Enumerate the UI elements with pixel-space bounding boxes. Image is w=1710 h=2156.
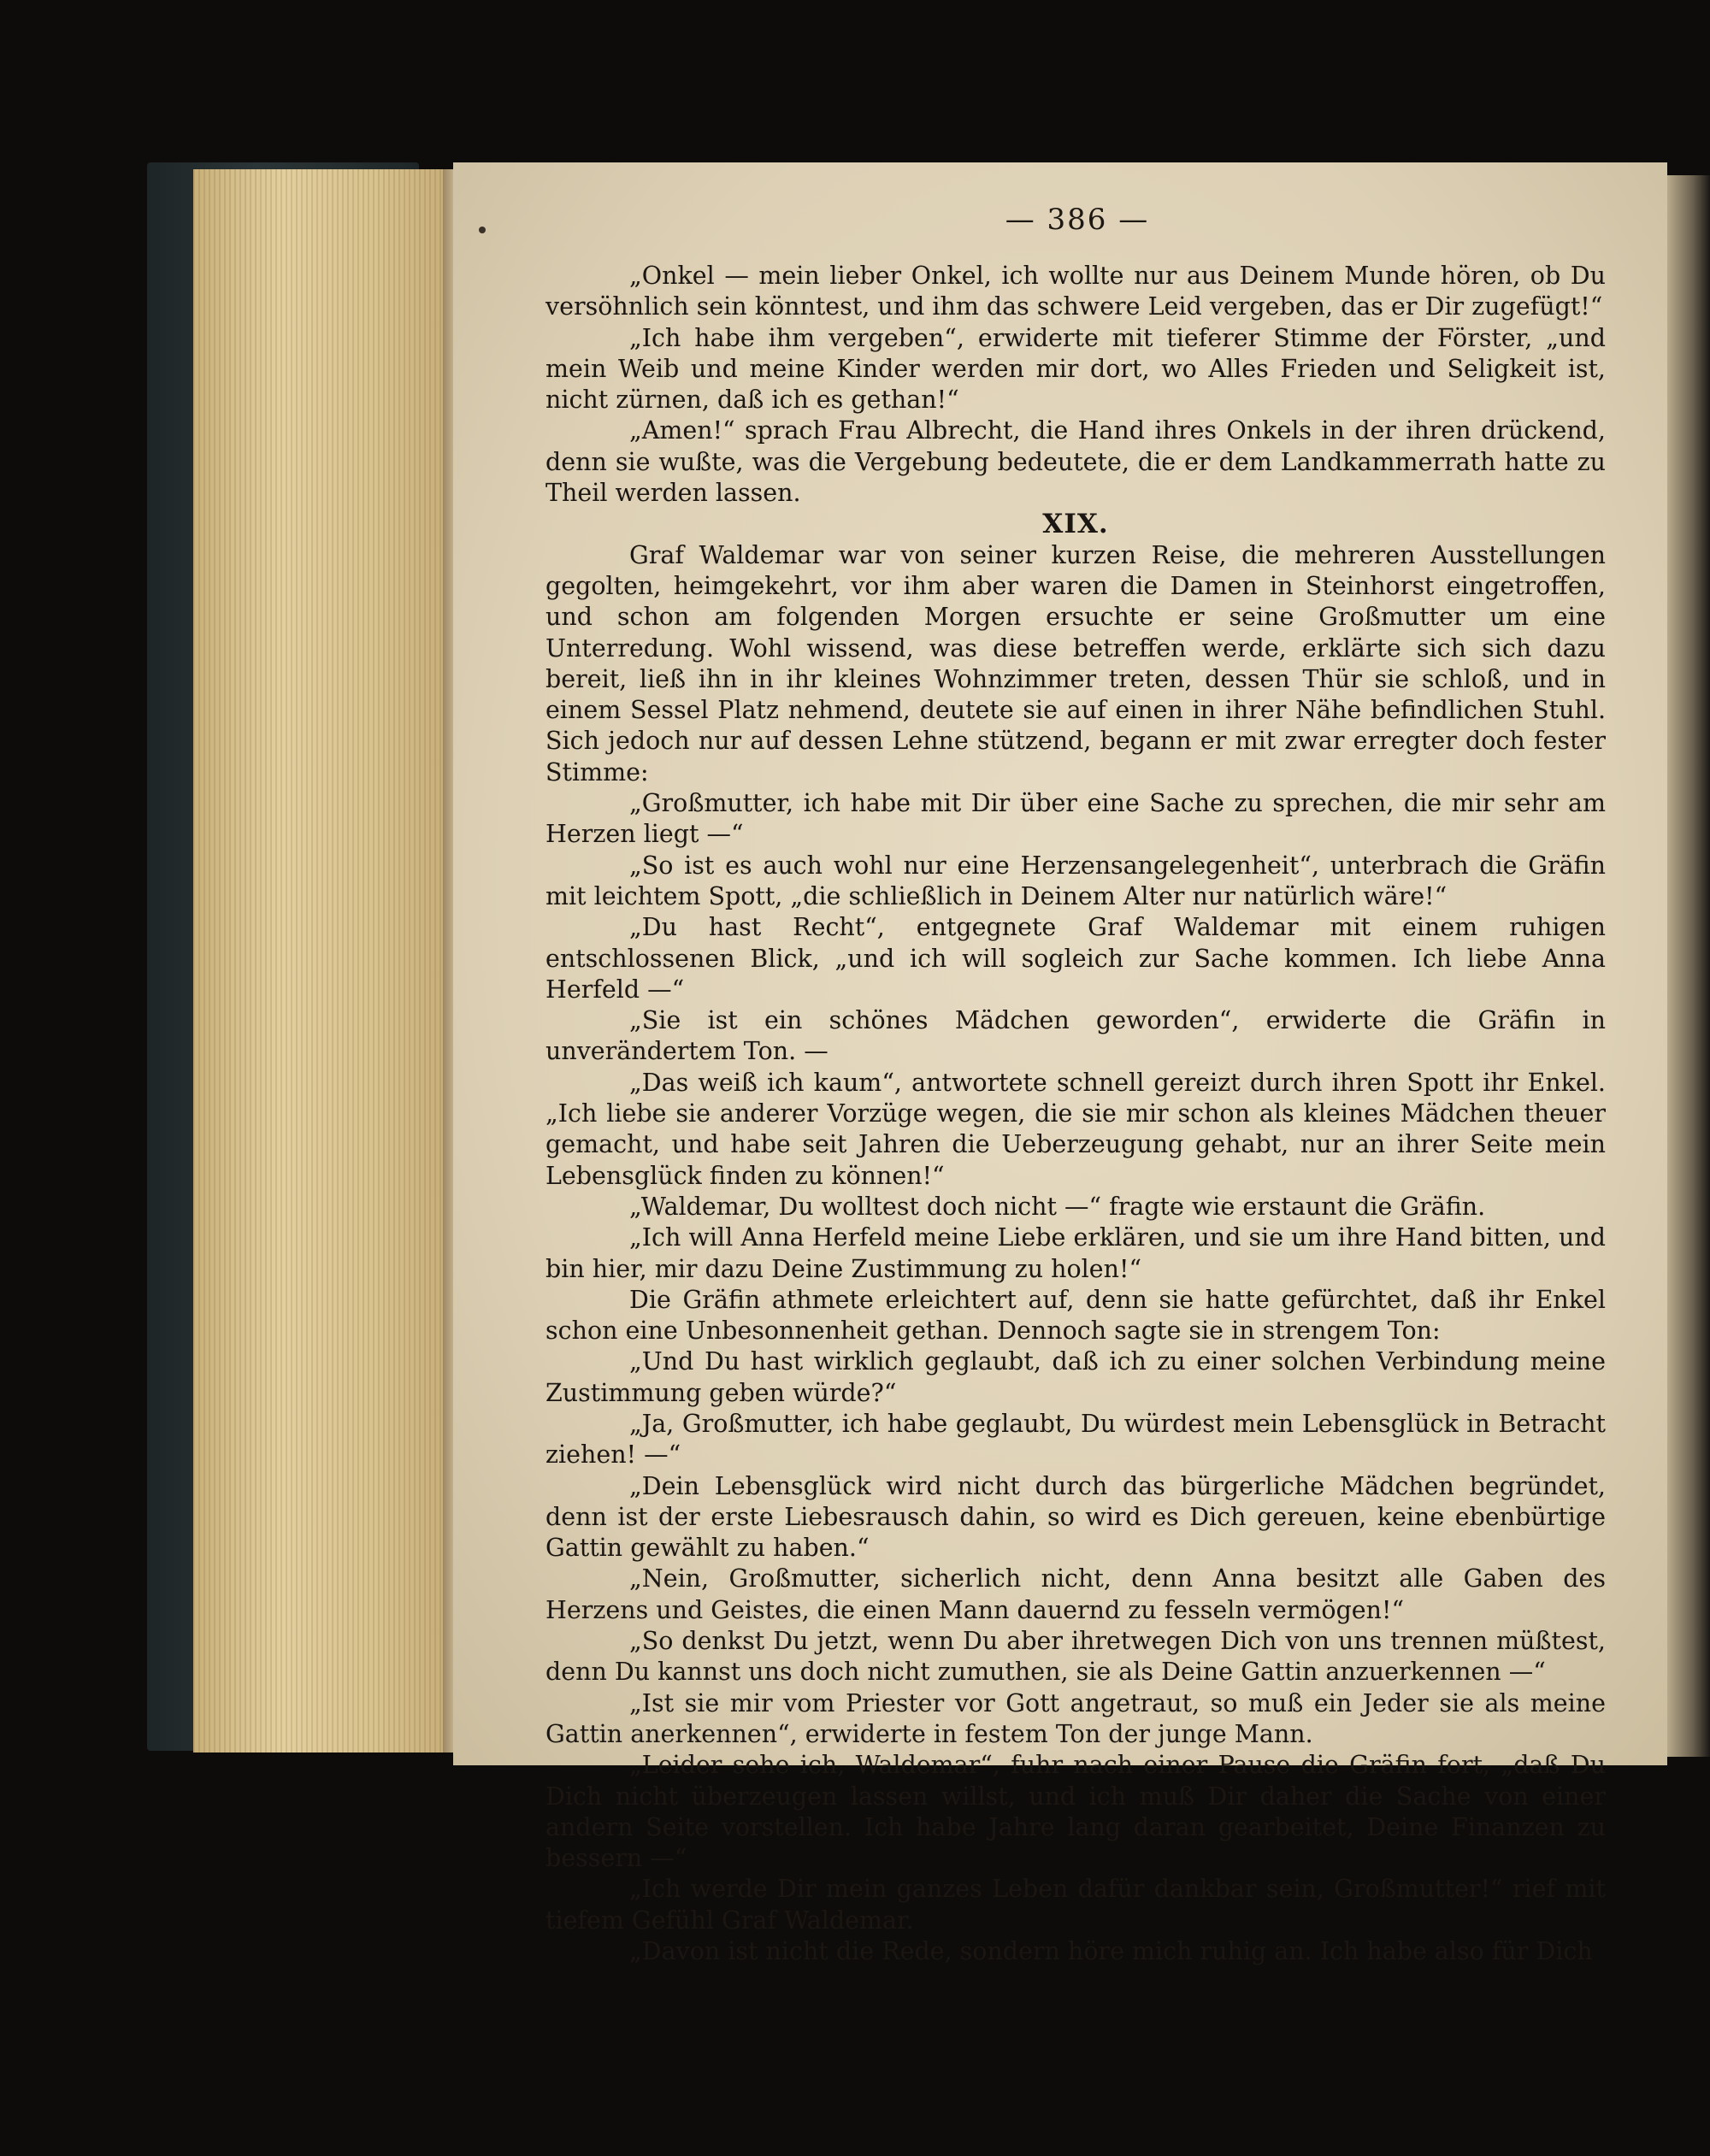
paragraph: „Dein Lebensglück wird nicht durch das bürgerliche Mädchen begründet, denn ist der erste Liebesrausch dahin, so wird es Dich gereuen, keine ebenbürtige Gattin gewählt zu haben.“ [545, 1471, 1606, 1563]
paragraph: „Ich habe ihm vergeben“, erwiderte mit tieferer Stimme der Förster, „und mein Weib und meine Kinder werden mir dort, wo Alles Frieden und Seligkeit ist, nicht zürnen, daß ich es gethan!“ [545, 323, 1606, 415]
paragraph: „Nein, Großmutter, sicherlich nicht, denn Anna besitzt alle Gaben des Herzens und Geistes, die einen Mann dauernd zu fesseln vermögen!“ [545, 1564, 1606, 1624]
paragraph: „Ist sie mir vom Priester vor Gott angetraut, so muß ein Jeder sie als meine Gattin anerkennen“, erwiderte in festem Ton der junge Mann. [545, 1688, 1606, 1748]
paragraph: „Großmutter, ich habe mit Dir über eine Sache zu sprechen, die mir sehr am Herzen liegt —“ [545, 789, 1606, 849]
paragraph: „Ich werde Dir mein ganzes Leben dafür dankbar sein, Großmutter!“ rief mit tiefem Gefühl Graf Waldemar. [545, 1875, 1606, 1935]
ink-speck [479, 227, 486, 233]
paragraph: „So ist es auch wohl nur eine Herzensangelegenheit“, unterbrach die Gräfin mit leichtem Spott, „die schließlich in Deinem Alter nur natürlich wäre!“ [545, 851, 1606, 910]
paragraph: „Ich will Anna Herfeld meine Liebe erklären, und sie um ihre Hand bitten, und bin hier, mir dazu Deine Zustimmung zu holen!“ [545, 1223, 1606, 1283]
chapter-heading: XIX. [1042, 509, 1109, 540]
paragraph: „Leider sehe ich, Waldemar“, fuhr nach einer Pause die Gräfin fort, „daß Du Dich nicht überzeugen lassen willst, und ich muß Dir daher die Sache von einer andern Seite vorstellen. Ich habe Jahre lang daran gearbeitet, Deine Finanzen zu bessern —“ [545, 1751, 1606, 1873]
paragraph: Graf Waldemar war von seiner kurzen Reise, die mehreren Ausstellungen gegolten, heimgekehrt, vor ihm aber waren die Damen in Steinhorst eingetroffen, und schon am folgenden Morgen ersuchte er seine Großmutter um eine Unterredung. Wohl wissend, was diese betreffen werde, erklärte sich sich dazu bereit, ließ ihn in ihr kleines Wohnzimmer treten, dessen Thür sie schloß, und in einem Sessel Platz nehmend, deutete sie auf einen in ihrer Nähe befindlichen Stuhl. Sich jedoch nur auf dessen Lehne stützend, begann er mit zwar erregter doch fester Stimme: [545, 540, 1606, 786]
paragraph: „Das weiß ich kaum“, antwortete schnell gereizt durch ihren Spott ihr Enkel. „Ich liebe sie anderer Vorzüge wegen, die sie mir schon als kleines Mädchen theuer gemacht, und habe seit Jahren die Ueberzeugung gehabt, nur an ihrer Seite mein Lebensglück finden zu können!“ [545, 1068, 1606, 1190]
paragraph: „Ja, Großmutter, ich habe geglaubt, Du würdest mein Lebensglück in Betracht ziehen! —“ [545, 1409, 1606, 1470]
paragraph: „So denkst Du jetzt, wenn Du aber ihretwegen Dich von uns trennen müßtest, denn Du kannst uns doch nicht zumuthen, sie als Deine Gattin anzuerkennen —“ [545, 1627, 1606, 1687]
right-page-edge [1667, 175, 1710, 1757]
paragraph: „Waldemar, Du wolltest doch nicht —“ fragte wie erstaunt die Gräfin. [629, 1192, 1486, 1221]
paragraph: „Und Du hast wirklich geglaubt, daß ich zu einer solchen Verbindung meine Zustimmung geben würde?“ [545, 1347, 1606, 1407]
text-block [545, 261, 1606, 1967]
page-edge-stack [193, 169, 450, 1752]
paragraph: „Davon ist nicht die Rede, sondern höre mich ruhig an. Ich habe also für Dich [629, 1937, 1593, 1966]
paragraph: „Amen!“ sprach Frau Albrecht, die Hand ihres Onkels in der ihren drückend, denn sie wußte, was die Vergebung bedeutete, die er dem Landkammerrath hatte zu Theil werden lassen. [545, 416, 1606, 508]
paragraph: „Onkel — mein lieber Onkel, ich wollte nur aus Deinem Munde hören, ob Du versöhnlich sein könntest, und ihm das schwere Leid vergeben, das er Dir zugefügt!“ [545, 262, 1606, 321]
paragraph: Die Gräfin athmete erleichtert auf, denn sie hatte gefürchtet, daß ihr Enkel schon eine Unbesonnenheit gethan. Dennoch sagte sie in strengem Ton: [545, 1285, 1606, 1346]
paragraph: „Sie ist ein schönes Mädchen geworden“, erwiderte die Gräfin in unverändertem Ton. — [545, 1006, 1606, 1066]
page-number: — 386 — [1005, 203, 1150, 237]
paragraph: „Du hast Recht“, entgegnete Graf Waldemar mit einem ruhigen entschlossenen Blick, „und ich will sogleich zur Sache kommen. Ich liebe Anna Herfeld —“ [545, 913, 1606, 1004]
